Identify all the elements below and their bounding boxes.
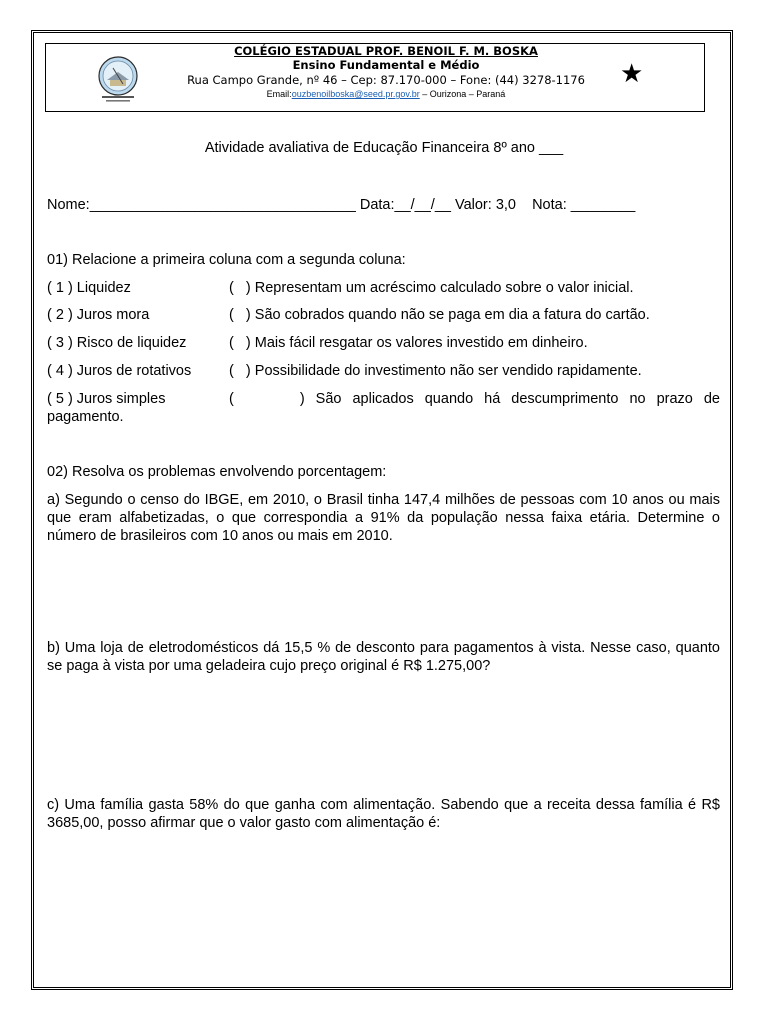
q1-left-item-5: ( 5 ) Juros simples <box>47 391 166 407</box>
school-level: Ensino Fundamental e Médio <box>292 58 480 72</box>
question-1-prompt: 01) Relacione a primeira coluna com a segunda coluna: <box>47 252 406 268</box>
school-contact <box>146 89 626 99</box>
school-name: COLÉGIO ESTADUAL PROF. BENOIL F. M. BOSKA <box>234 44 538 58</box>
email-label: Email: <box>266 89 292 99</box>
school-address: Rua Campo Grande, nº 46 – Cep: 87.170-000 – Fone: (44) 3278-1176 <box>187 73 585 87</box>
q1-right-item-2: ( ) São cobrados quando não se paga em dia a fatura do cartão. <box>229 307 650 323</box>
school-header <box>45 43 705 112</box>
question-2c: c) Uma família gasta 58% do que ganha com alimentação. Sabendo que a receita dessa família é R$ 3685,00, posso afirmar que o valor gasto com alimentação é: <box>47 797 720 831</box>
q1-left-item-4: ( 4 ) Juros de rotativos <box>47 363 192 379</box>
q1-right-item-5: ( ) São aplicados quando há descumprimento no prazo de <box>229 391 720 407</box>
email-link[interactable]: ouzbenoilboska@seed.pr.gov.br <box>291 89 420 99</box>
activity-title: Atividade avaliativa de Educação Financeira 8º ano ___ <box>204 140 564 156</box>
q1-right-item-3: ( ) Mais fácil resgatar os valores investido em dinheiro. <box>229 335 588 351</box>
question-2-prompt: 02) Resolva os problemas envolvendo porcentagem: <box>47 464 387 480</box>
q1-right-item-1: ( ) Representam um acréscimo calculado sobre o valor inicial. <box>229 280 634 296</box>
school-location: – Ourizona – Paraná <box>419 89 506 99</box>
q1-left-item-1: ( 1 ) Liquidez <box>47 280 131 296</box>
q1-left-item-3: ( 3 ) Risco de liquidez <box>47 335 187 351</box>
question-2a: a) Segundo o censo do IBGE, em 2010, o Brasil tinha 147,4 milhões de pessoas com 10 anos ou mais que eram alfabetizadas, o que correspondia a 91% da população nessa faixa etária. Determine o número de brasileiros com 10 anos ou mais em 2010. <box>47 492 720 544</box>
question-2b: b) Uma loja de eletrodomésticos dá 15,5 % de desconto para pagamentos à vista. Nesse caso, quanto se paga à vista por uma geladeira cujo preço original é R$ 1.275,00? <box>47 640 720 674</box>
q1-right-item-4: ( ) Possibilidade do investimento não ser vendido rapidamente. <box>229 363 642 379</box>
school-crest-icon <box>93 54 143 104</box>
star-icon: ★ <box>620 58 644 88</box>
q1-left-item-2: ( 2 ) Juros mora <box>47 307 150 323</box>
q1-right-item-5-continued: pagamento. <box>47 409 124 425</box>
student-info-line: Nome:_________________________________ Data:__/__/__ Valor: 3,0 Nota: ________ <box>47 197 636 213</box>
